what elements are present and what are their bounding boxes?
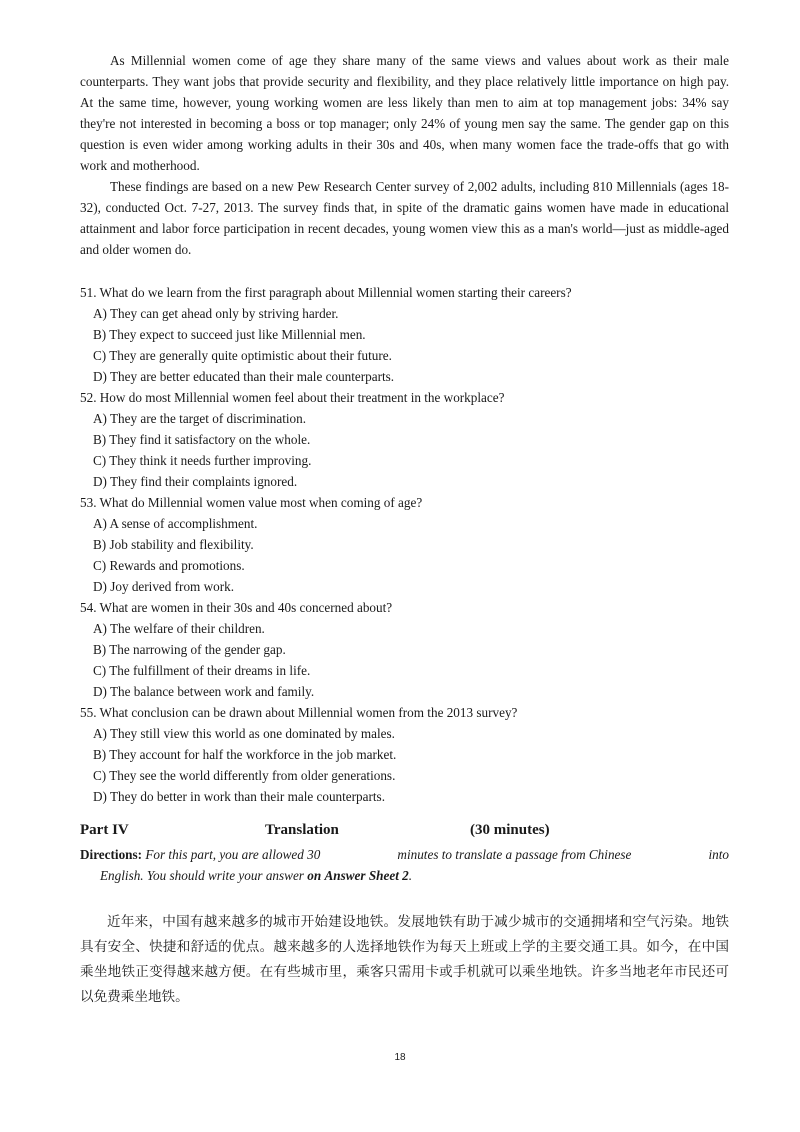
question-stem: 55. What conclusion can be drawn about Millennial women from the 2013 survey?: [80, 705, 518, 720]
answer-option: A) They are the target of discrimination.: [93, 411, 307, 426]
answer-option: D) The balance between work and family.: [93, 684, 315, 699]
directions: [80, 844, 729, 886]
reading-passage: [80, 50, 729, 260]
answer-option: D) Joy derived from work.: [93, 579, 234, 594]
question-55: [80, 702, 729, 807]
passage-paragraph: These findings are based on a new Pew Research Center survey of 2,002 adults, including 810 Millennials (ages 18-32), conducted Oct. 7-27, 2013. The survey finds that, in spite of the dramatic gains women have made in educational attainment and labor force participation in recent decades, young women view this as a man's world—just as middle-aged and older women do.: [80, 179, 729, 257]
answer-option: A) A sense of accomplishment.: [93, 516, 258, 531]
answer-option: B) Job stability and flexibility.: [93, 537, 254, 552]
answer-option: A) They still view this world as one dominated by males.: [93, 726, 395, 741]
answer-option: B) The narrowing of the gender gap.: [93, 642, 286, 657]
answer-option: D) They do better in work than their male counterparts.: [93, 789, 385, 804]
answer-sheet-ref: Answer Sheet 2: [324, 868, 409, 883]
directions-line: [100, 865, 729, 886]
answer-option: A) They can get ahead only by striving harder.: [93, 306, 339, 321]
answer-option: A) The welfare of their children.: [93, 621, 265, 636]
question-list: [80, 282, 729, 807]
answer-option: B) They account for half the workforce in the job market.: [93, 747, 397, 762]
translation-passage: 近年来，中国有越来越多的城市开始建设地铁。发展地铁有助于减少城市的交通拥堵和空气污染。地铁具有安全、快捷和舒适的优点。越来越多的人选择地铁作为每天上班或上学的主要交通工具。如今，在中国乘坐地铁正变得越来越方便。在有些城市里，乘客只需用卡或手机就可以乘坐地铁。许多当地老年市民还可以免费乘坐地铁。: [80, 914, 729, 1005]
answer-option: C) They see the world differently from older generations.: [93, 768, 396, 783]
question-stem: 54. What are women in their 30s and 40s concerned about?: [80, 600, 393, 615]
question-stem: 53. What do Millennial women value most when coming of age?: [80, 495, 423, 510]
part-label: Part IV: [80, 822, 129, 838]
answer-option: B) They expect to succeed just like Millennial men.: [93, 327, 366, 342]
directions-line: [80, 844, 729, 865]
part-title: Translation: [265, 822, 339, 838]
directions-on: on: [307, 868, 322, 883]
answer-option: C) They think it needs further improving.: [93, 453, 312, 468]
answer-option: D) They find their complaints ignored.: [93, 474, 298, 489]
passage-paragraph: As Millennial women come of age they share many of the same views and values about work as their male counterparts. They want jobs that provide security and flexibility, and they place relatively little importance on high pay. At the same time, however, young working women are less likely than men to aim at top management jobs: 34% say they're not interested in becoming a boss or top manager; only 24% of young men say the same. The gender gap on this question is even wider among working adults in their 30s and 40s, when many women face the trade-offs that go with work and motherhood.: [80, 53, 729, 173]
question-stem: 52. How do most Millennial women feel about their treatment in the workplace?: [80, 390, 505, 405]
exam-page: [80, 50, 729, 1010]
question-53: [80, 492, 729, 597]
page-number: 18: [394, 1052, 406, 1063]
directions-text: minutes to translate a passage from Chinese: [397, 847, 632, 862]
answer-option: D) They are better educated than their male counterparts.: [93, 369, 395, 384]
question-52: [80, 387, 729, 492]
answer-option: B) They find it satisfactory on the whole.: [93, 432, 311, 447]
answer-option: C) They are generally quite optimistic about their future.: [93, 348, 392, 363]
directions-text: For this part, you are allowed 30: [145, 847, 321, 862]
part-header: [80, 822, 729, 844]
directions-text: into: [708, 847, 729, 862]
question-54: [80, 597, 729, 702]
answer-option: C) The fulfillment of their dreams in life.: [93, 663, 311, 678]
question-stem: 51. What do we learn from the first paragraph about Millennial women starting their careers?: [80, 285, 572, 300]
part-time: (30 minutes): [470, 822, 550, 838]
question-51: [80, 282, 729, 387]
directions-text: English. You should write your answer: [100, 868, 304, 883]
directions-text: .: [408, 868, 413, 883]
answer-option: C) Rewards and promotions.: [93, 558, 245, 573]
directions-label: Directions:: [80, 847, 143, 862]
